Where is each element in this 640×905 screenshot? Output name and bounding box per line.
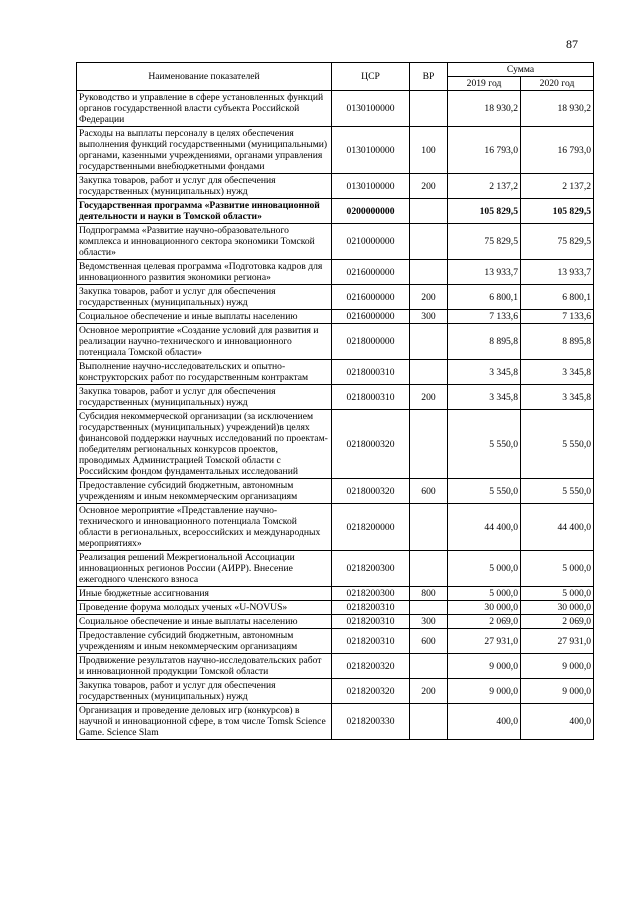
row-csr: 0130100000 xyxy=(332,174,410,199)
row-value-2020: 2 069,0 xyxy=(521,615,594,629)
row-vr xyxy=(410,360,448,385)
row-vr: 300 xyxy=(410,310,448,324)
row-csr: 0218000320 xyxy=(332,479,410,504)
row-vr xyxy=(410,91,448,127)
row-csr: 0218200330 xyxy=(332,704,410,740)
row-value-2020: 44 400,0 xyxy=(521,504,594,551)
row-value-2020: 9 000,0 xyxy=(521,679,594,704)
row-value-2019: 6 800,1 xyxy=(448,285,521,310)
table-row xyxy=(77,587,594,601)
row-value-2020: 16 793,0 xyxy=(521,127,594,174)
row-value-2019: 2 137,2 xyxy=(448,174,521,199)
row-csr: 0218200310 xyxy=(332,629,410,654)
row-name: Руководство и управление в сфере установленных функций органов государственной власти субъекта Российской Федерации xyxy=(77,91,332,127)
table-row xyxy=(77,704,594,740)
row-name: Реализация решений Межрегиональной Ассоциации инновационных регионов России (АИРР). Внесение ежегодного членского взноса xyxy=(77,551,332,587)
row-vr: 100 xyxy=(410,127,448,174)
row-name: Подпрограмма «Развитие научно-образовательного комплекса и инновационного сектора экономики Томской области» xyxy=(77,224,332,260)
table-row xyxy=(77,127,594,174)
row-name: Организация и проведение деловых игр (конкурсов) в научной и инновационной сфере, в том числе Tomsk Science Game. Science Slam xyxy=(77,704,332,740)
row-csr: 0218000000 xyxy=(332,324,410,360)
row-value-2019: 2 069,0 xyxy=(448,615,521,629)
row-csr: 0218200300 xyxy=(332,551,410,587)
table-row xyxy=(77,224,594,260)
row-value-2019: 5 000,0 xyxy=(448,551,521,587)
page-number: 87 xyxy=(566,37,578,51)
row-value-2020: 5 550,0 xyxy=(521,410,594,479)
table-row xyxy=(77,629,594,654)
row-value-2019: 27 931,0 xyxy=(448,629,521,654)
row-value-2020: 5 000,0 xyxy=(521,551,594,587)
table-row xyxy=(77,479,594,504)
row-vr: 200 xyxy=(410,385,448,410)
row-name: Закупка товаров, работ и услуг для обеспечения государственных (муниципальных) нужд xyxy=(77,285,332,310)
row-value-2019: 30 000,0 xyxy=(448,601,521,615)
table-row xyxy=(77,260,594,285)
table-row xyxy=(77,654,594,679)
row-value-2019: 9 000,0 xyxy=(448,654,521,679)
row-name: Субсидия некоммерческой организации (за исключением государственных (муниципальных) учреждений)в целях финансовой поддержки научных исследований по проектам-победителям региональных конкурсов проектов, проводимых Администрацией Томской области с Российским фондом фундаментальных исследований xyxy=(77,410,332,479)
table-row xyxy=(77,385,594,410)
row-value-2020: 8 895,8 xyxy=(521,324,594,360)
row-value-2019: 44 400,0 xyxy=(448,504,521,551)
table-row xyxy=(77,174,594,199)
table-row xyxy=(77,551,594,587)
row-value-2020: 6 800,1 xyxy=(521,285,594,310)
row-name: Расходы на выплаты персоналу в целях обеспечения выполнения функций государственными (муниципальными) органами, казенными учреждениями, органами управления государственными внебюджетными фондами xyxy=(77,127,332,174)
header-2019: 2019 год xyxy=(448,77,521,91)
table-row xyxy=(77,679,594,704)
header-sum: Сумма xyxy=(448,63,594,77)
row-value-2020: 75 829,5 xyxy=(521,224,594,260)
row-value-2019: 8 895,8 xyxy=(448,324,521,360)
row-name: Предоставление субсидий бюджетным, автономным учреждениям и иным некоммерческим организациям xyxy=(77,629,332,654)
row-vr: 200 xyxy=(410,285,448,310)
row-vr: 200 xyxy=(410,174,448,199)
row-value-2020: 27 931,0 xyxy=(521,629,594,654)
row-vr: 600 xyxy=(410,629,448,654)
table-row xyxy=(77,324,594,360)
row-vr xyxy=(410,324,448,360)
row-name: Иные бюджетные ассигнования xyxy=(77,587,332,601)
row-value-2019: 5 000,0 xyxy=(448,587,521,601)
header-csr: ЦСР xyxy=(332,63,410,91)
row-vr xyxy=(410,410,448,479)
header-row xyxy=(77,63,594,77)
row-csr: 0218000310 xyxy=(332,360,410,385)
table-row xyxy=(77,410,594,479)
row-csr: 0210000000 xyxy=(332,224,410,260)
row-value-2020: 30 000,0 xyxy=(521,601,594,615)
row-csr: 0130100000 xyxy=(332,127,410,174)
row-value-2020: 105 829,5 xyxy=(521,199,594,224)
row-value-2019: 18 930,2 xyxy=(448,91,521,127)
row-csr: 0216000000 xyxy=(332,285,410,310)
row-value-2020: 9 000,0 xyxy=(521,654,594,679)
table-row xyxy=(77,615,594,629)
row-vr xyxy=(410,199,448,224)
row-name: Закупка товаров, работ и услуг для обеспечения государственных (муниципальных) нужд xyxy=(77,174,332,199)
row-vr: 800 xyxy=(410,587,448,601)
table-row xyxy=(77,199,594,224)
header-vr: ВР xyxy=(410,63,448,91)
row-vr xyxy=(410,654,448,679)
row-vr xyxy=(410,551,448,587)
row-value-2020: 5 550,0 xyxy=(521,479,594,504)
row-csr: 0200000000 xyxy=(332,199,410,224)
row-value-2019: 105 829,5 xyxy=(448,199,521,224)
row-csr: 0218200310 xyxy=(332,615,410,629)
row-name: Государственная программа «Развитие инновационной деятельности и науки в Томской области» xyxy=(77,199,332,224)
row-value-2020: 5 000,0 xyxy=(521,587,594,601)
row-vr: 300 xyxy=(410,615,448,629)
row-value-2019: 9 000,0 xyxy=(448,679,521,704)
row-value-2020: 400,0 xyxy=(521,704,594,740)
row-name: Основное мероприятие «Создание условий для развития и реализации научно-технического и инновационного потенциала Томской области» xyxy=(77,324,332,360)
table-row xyxy=(77,310,594,324)
row-csr: 0218000310 xyxy=(332,385,410,410)
row-csr: 0130100000 xyxy=(332,91,410,127)
row-value-2019: 13 933,7 xyxy=(448,260,521,285)
row-name: Ведомственная целевая программа «Подготовка кадров для инновационного развития экономики региона» xyxy=(77,260,332,285)
row-csr: 0216000000 xyxy=(332,310,410,324)
row-vr: 600 xyxy=(410,479,448,504)
row-csr: 0218200300 xyxy=(332,587,410,601)
row-value-2020: 2 137,2 xyxy=(521,174,594,199)
budget-table xyxy=(76,62,594,740)
row-csr: 0218000320 xyxy=(332,410,410,479)
row-value-2019: 5 550,0 xyxy=(448,410,521,479)
row-value-2019: 16 793,0 xyxy=(448,127,521,174)
row-vr xyxy=(410,704,448,740)
table-row xyxy=(77,285,594,310)
row-name: Предоставление субсидий бюджетным, автономным учреждениям и иным некоммерческим организациям xyxy=(77,479,332,504)
row-name: Социальное обеспечение и иные выплаты населению xyxy=(77,615,332,629)
row-value-2019: 3 345,8 xyxy=(448,360,521,385)
table-row xyxy=(77,504,594,551)
row-name: Проведение форума молодых ученых «U-NOVUS» xyxy=(77,601,332,615)
header-name: Наименование показателей xyxy=(77,63,332,91)
row-vr xyxy=(410,260,448,285)
table-body xyxy=(77,91,594,740)
row-csr: 0218200320 xyxy=(332,654,410,679)
row-value-2019: 5 550,0 xyxy=(448,479,521,504)
row-name: Продвижение результатов научно-исследовательских работ и инновационной продукции Томской области xyxy=(77,654,332,679)
table-row xyxy=(77,360,594,385)
row-name: Выполнение научно-исследовательских и опытно-конструкторских работ по государственным контрактам xyxy=(77,360,332,385)
row-value-2019: 7 133,6 xyxy=(448,310,521,324)
row-csr: 0216000000 xyxy=(332,260,410,285)
row-value-2020: 13 933,7 xyxy=(521,260,594,285)
row-vr: 200 xyxy=(410,679,448,704)
row-name: Закупка товаров, работ и услуг для обеспечения государственных (муниципальных) нужд xyxy=(77,385,332,410)
row-vr xyxy=(410,601,448,615)
row-csr: 0218200310 xyxy=(332,601,410,615)
row-value-2020: 3 345,8 xyxy=(521,385,594,410)
row-value-2019: 75 829,5 xyxy=(448,224,521,260)
row-vr xyxy=(410,224,448,260)
table-row xyxy=(77,601,594,615)
row-name: Социальное обеспечение и иные выплаты населению xyxy=(77,310,332,324)
row-csr: 0218200000 xyxy=(332,504,410,551)
row-value-2020: 3 345,8 xyxy=(521,360,594,385)
row-name: Закупка товаров, работ и услуг для обеспечения государственных (муниципальных) нужд xyxy=(77,679,332,704)
row-value-2020: 18 930,2 xyxy=(521,91,594,127)
row-value-2019: 3 345,8 xyxy=(448,385,521,410)
row-csr: 0218200320 xyxy=(332,679,410,704)
row-name: Основное мероприятие «Представление научно-технического и инновационного потенциала Томской области в региональных, всероссийских и международных мероприятиях» xyxy=(77,504,332,551)
row-value-2020: 7 133,6 xyxy=(521,310,594,324)
table-row xyxy=(77,91,594,127)
row-value-2019: 400,0 xyxy=(448,704,521,740)
row-vr xyxy=(410,504,448,551)
header-2020: 2020 год xyxy=(521,77,594,91)
